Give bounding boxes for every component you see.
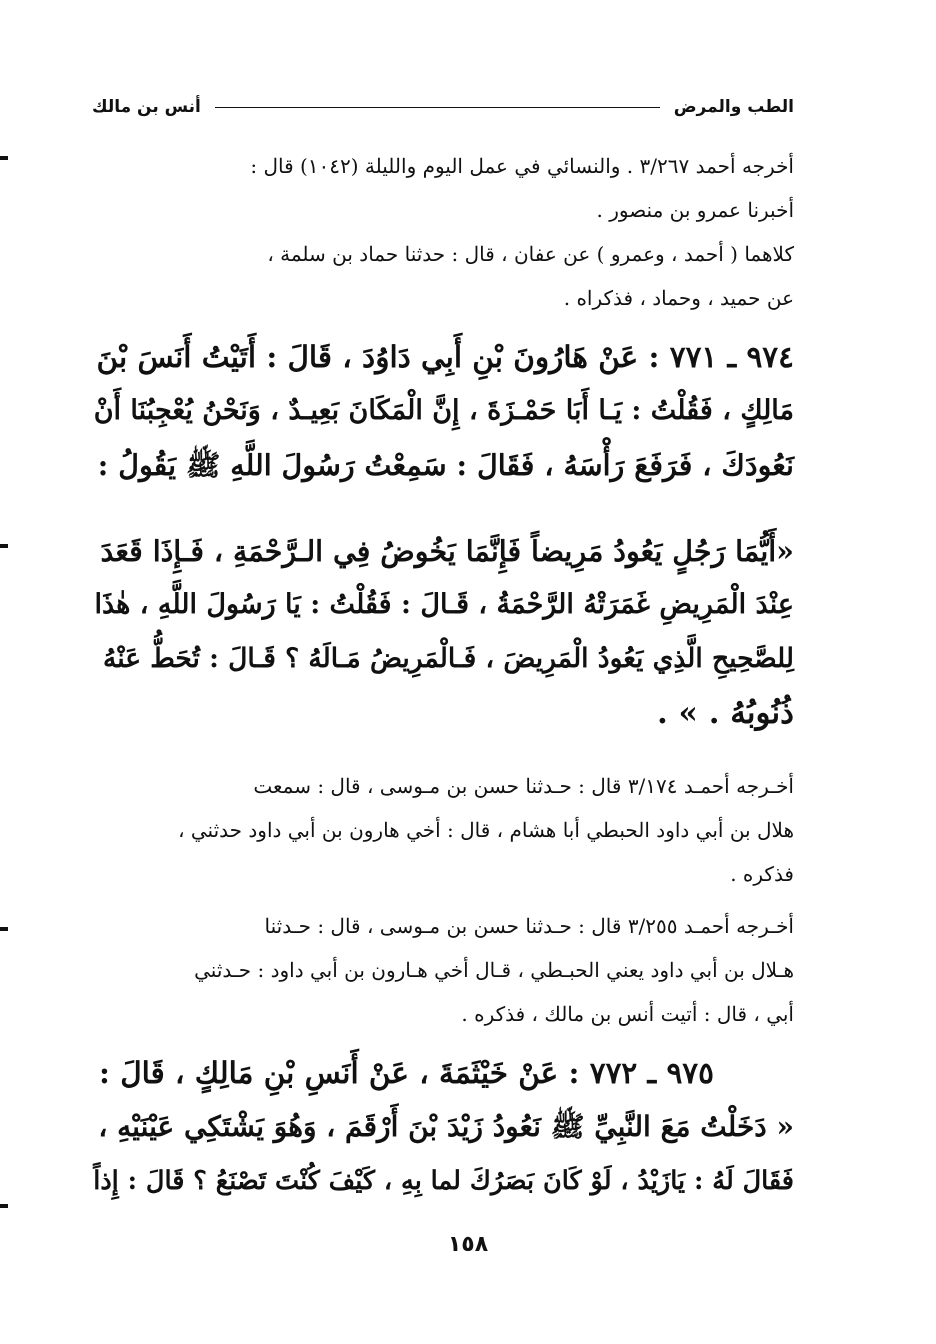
hadith-line: فَقَالَ لَهُ : يَازَيْدُ ، لَوْ كَانَ بَصَرُكَ لما بِهِ ، كَيْفَ كُنْتَ تَصْنَعُ ؟ قَالَ : إِذاً (93, 1166, 794, 1196)
hadith-line: مَالِكٍ ، فَقُلْتُ : يَـا أَبَا حَمْـزَةَ ، إِنَّ الْمَكَانَ بَعِيـدٌ ، وَنَحْنُ يُعْجِبُنَا أَنْ (93, 395, 794, 426)
note-line: أخـرجه أحمـد ٣/٢٥٥ قال : حـدثنا حسن بن مـوسى ، قال : حـدثنا (264, 914, 794, 938)
takhrij-ahmad-255 (92, 904, 794, 1036)
header-section-title: أنس بن مالك (92, 97, 201, 117)
note-line: هلال بن أبي داود الحبطي أبا هشام ، قال : أخي هارون بن أبي داود حدثني ، (178, 818, 794, 842)
note-takhrij-previous (92, 144, 794, 320)
hadith-line: ذُنُوبُهُ . » . (656, 695, 794, 731)
note-line: كلاهما ( أحمد ، وعمرو ) عن عفان ، قال : حدثنا حماد بن سلمة ، (267, 242, 794, 266)
running-header (92, 92, 794, 122)
header-chapter-title: الطب والمرض (673, 97, 794, 117)
hadith-line: نَعُودَكَ ، فَرَفَعَ رَأْسَهُ ، فَقَالَ : سَمِعْتُ رَسُولَ اللَّهِ ﷺ يَقُولُ : (97, 448, 794, 482)
hadith-line: ٩٧٤ ـ ٧٧١ : عَنْ هَارُونَ بْنِ أَبِي دَاوُدَ ، قَالَ : أَتَيْتُ أَنَسَ بْنَ (96, 339, 794, 374)
hadith-line: عِنْدَ الْمَرِيضِ غَمَرَتْهُ الرَّحْمَةُ ، قَـالَ : فَقُلْتُ : يَا رَسُولَ اللَّهِ ، هٰذَا (94, 589, 794, 620)
hadith-974-matn (92, 524, 794, 740)
hadith-line: « دَخَلْتُ مَعَ النَّبِيِّ ﷺ نَعُودُ زَيْدَ بْنَ أَرْقَمَ ، وَهُوَ يَشْتَكِي عَيْنَيْهِ ، (98, 1110, 794, 1143)
note-line: عن حميد ، وحماد ، فذكراه . (563, 286, 794, 310)
note-line: فذكره . (730, 862, 794, 886)
margin-tick (0, 156, 8, 160)
hadith-974-isnad (92, 330, 794, 492)
note-line: أبي ، قال : أتيت أنس بن مالك ، فذكره . (461, 1002, 794, 1026)
note-line: أخبرنا عمرو بن منصور . (596, 198, 794, 222)
note-line: أخـرجه أحمـد ٣/١٧٤ قال : حـدثنا حسن بن مـوسى ، قال : سمعت (253, 774, 794, 798)
page-number: ١٥٨ (447, 1232, 489, 1257)
takhrij-ahmad-174 (92, 764, 794, 896)
hadith-line: «أَيُّمَا رَجُلٍ يَعُودُ مَرِيضاً فَإِنَّمَا يَخُوضُ فِي الـرَّحْمَةِ ، فَـإِذَا قَعَدَ (100, 534, 794, 568)
header-rule (215, 107, 660, 108)
note-line: هـلال بن أبي داود يعني الحبـطي ، قـال أخي هـارون بن أبي داود : حـدثني (194, 958, 794, 982)
margin-tick (0, 1204, 8, 1208)
hadith-line: لِلصَّحِيحِ الَّذِي يَعُودُ الْمَرِيضَ ، فَـالْمَرِيضُ مَـالَهُ ؟ قَـالَ : تُحَطُّ عَنْهُ (103, 643, 794, 674)
hadith-line: ٩٧٥ ـ ٧٧٢ : عَنْ خَيْثَمَةَ ، عَنْ أَنَسِ بْنِ مَالِكٍ ، قَالَ : (99, 1055, 714, 1090)
margin-tick (0, 927, 8, 931)
hadith-975 (92, 1046, 794, 1208)
margin-tick (0, 544, 8, 548)
note-line: أخرجه أحمد ٣/٢٦٧ . والنسائي في عمل اليوم والليلة (١٠٤٢) قال : (250, 154, 794, 178)
